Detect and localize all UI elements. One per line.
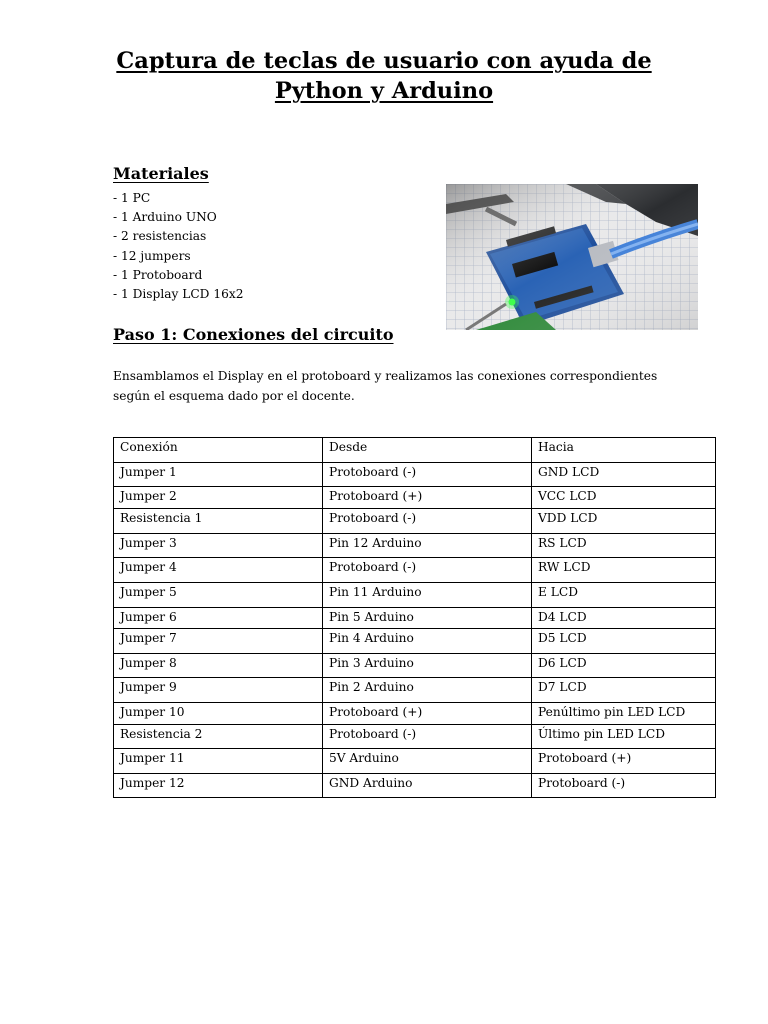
table-cell: Último pin LED LCD <box>532 725 716 749</box>
table-cell: D6 LCD <box>532 654 716 678</box>
step1-heading: Paso 1: Conexiones del circuito <box>113 325 394 344</box>
table-row <box>114 583 716 608</box>
materials-list <box>113 189 243 304</box>
header-cell: Desde <box>323 438 532 463</box>
table-cell: Jumper 8 <box>114 654 323 678</box>
table-row <box>114 774 716 798</box>
table-cell: 5V Arduino <box>323 749 532 774</box>
arduino-board-photo <box>446 184 698 330</box>
materials-heading: Materiales <box>113 164 209 183</box>
header-cell: Hacia <box>532 438 716 463</box>
table-row <box>114 725 716 749</box>
list-item: - 1 Display LCD 16x2 <box>113 286 244 301</box>
table-cell: Jumper 12 <box>114 774 323 798</box>
list-item: - 12 jumpers <box>113 248 191 263</box>
table-cell: GND LCD <box>532 463 716 487</box>
table-cell: D7 LCD <box>532 678 716 703</box>
table-row <box>114 608 716 629</box>
table-cell: Protoboard (-) <box>323 509 532 534</box>
table-cell: Jumper 4 <box>114 558 323 583</box>
table-cell: Penúltimo pin LED LCD <box>532 703 716 725</box>
table-cell: Jumper 10 <box>114 703 323 725</box>
table-row <box>114 678 716 703</box>
document-title <box>0 46 768 106</box>
table-cell: Protoboard (-) <box>323 725 532 749</box>
list-item: - 2 resistencias <box>113 229 207 244</box>
title-line-1: Captura de teclas de usuario con ayuda de <box>116 48 652 74</box>
table-cell: Jumper 6 <box>114 608 323 629</box>
table-cell: Jumper 2 <box>114 487 323 509</box>
table-row <box>114 534 716 558</box>
table-cell: Resistencia 1 <box>114 509 323 534</box>
table-header-row <box>114 438 716 463</box>
table-row <box>114 654 716 678</box>
table-row <box>114 749 716 774</box>
table-cell: GND Arduino <box>323 774 532 798</box>
table-cell: VCC LCD <box>532 487 716 509</box>
table-cell: Jumper 11 <box>114 749 323 774</box>
table-row <box>114 703 716 725</box>
table-row <box>114 558 716 583</box>
table-cell: Protoboard (+) <box>323 487 532 509</box>
table-cell: Pin 12 Arduino <box>323 534 532 558</box>
table-row <box>114 463 716 487</box>
table-cell: E LCD <box>532 583 716 608</box>
title-line-2: Python y Arduino <box>274 78 494 104</box>
table-cell: D5 LCD <box>532 629 716 654</box>
table-cell: Protoboard (-) <box>323 558 532 583</box>
table-cell: Resistencia 2 <box>114 725 323 749</box>
table-cell: Protoboard (+) <box>532 749 716 774</box>
table-cell: Jumper 5 <box>114 583 323 608</box>
list-item: - 1 Arduino UNO <box>113 210 217 225</box>
table-row <box>114 487 716 509</box>
paragraph-line-1: Ensamblamos el Display en el protoboard y realizamos las conexiones correspondientes <box>113 369 658 383</box>
table-row <box>114 629 716 654</box>
table-cell: Pin 5 Arduino <box>323 608 532 629</box>
table-cell: Pin 4 Arduino <box>323 629 532 654</box>
table-cell: Protoboard (-) <box>323 463 532 487</box>
table-cell: VDD LCD <box>532 509 716 534</box>
table-cell: Jumper 7 <box>114 629 323 654</box>
table-cell: Pin 11 Arduino <box>323 583 532 608</box>
step1-paragraph <box>113 366 673 406</box>
list-item: - 1 Protoboard <box>113 267 203 282</box>
table-cell: Jumper 1 <box>114 463 323 487</box>
connections-table <box>113 437 716 798</box>
table-cell: Jumper 3 <box>114 534 323 558</box>
header-cell: Conexión <box>114 438 323 463</box>
table-cell: D4 LCD <box>532 608 716 629</box>
table-cell: RS LCD <box>532 534 716 558</box>
table-cell: Protoboard (+) <box>323 703 532 725</box>
table-cell: Pin 3 Arduino <box>323 654 532 678</box>
table-cell: RW LCD <box>532 558 716 583</box>
list-item: - 1 PC <box>113 191 151 205</box>
paragraph-line-2: según el esquema dado por el docente. <box>113 389 355 403</box>
table-row <box>114 509 716 534</box>
table-cell: Pin 2 Arduino <box>323 678 532 703</box>
table-cell: Jumper 9 <box>114 678 323 703</box>
table-cell: Protoboard (-) <box>532 774 716 798</box>
